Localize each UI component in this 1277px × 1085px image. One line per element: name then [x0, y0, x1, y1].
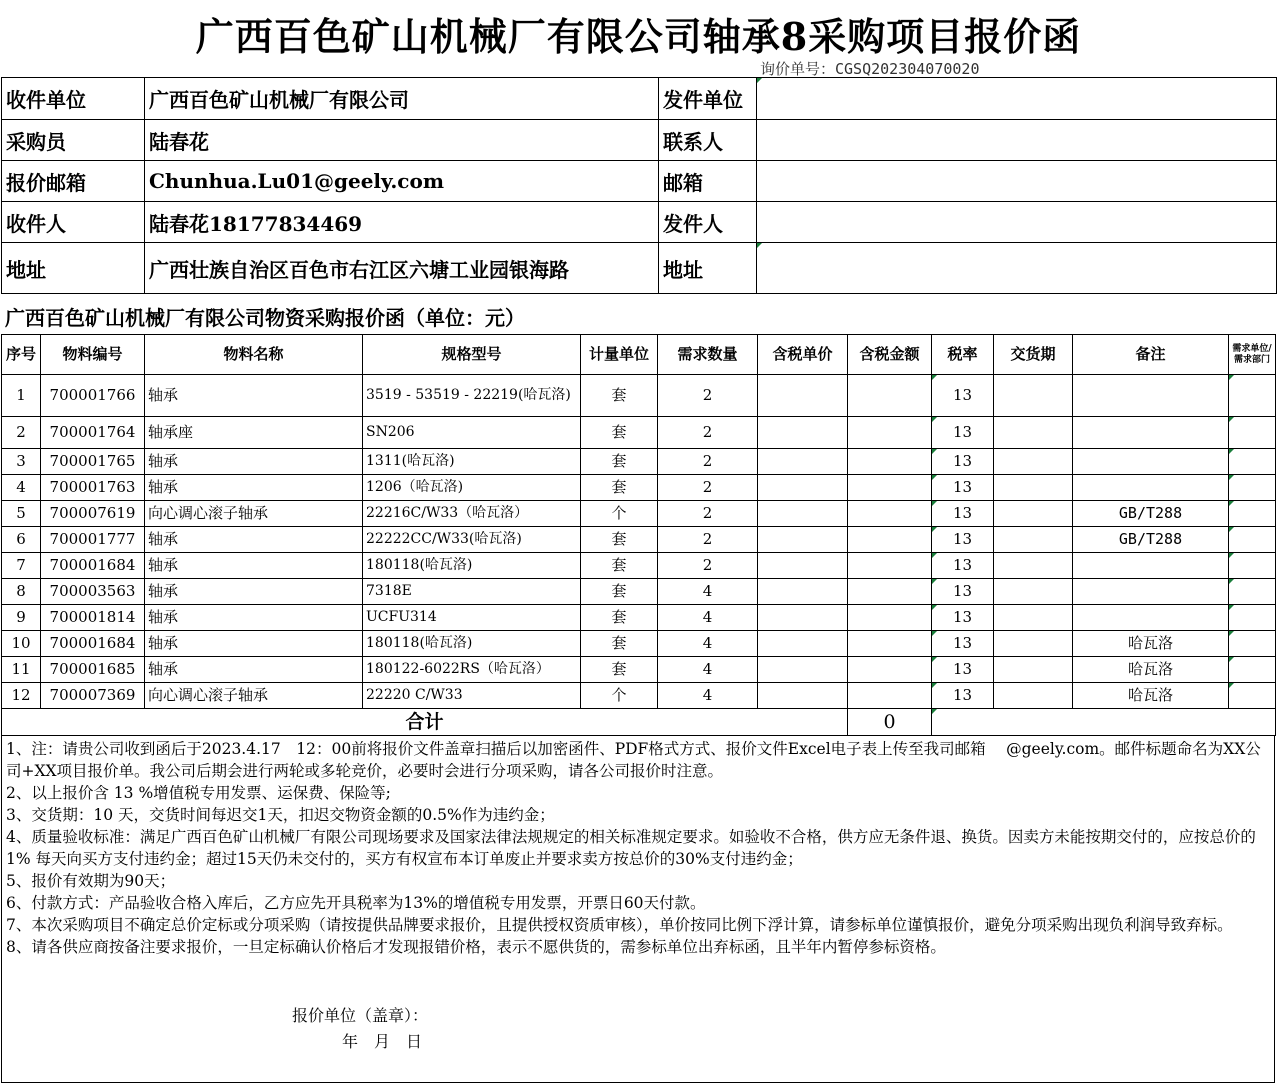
material-code: 700001685: [41, 657, 145, 683]
material-name: 轴承: [145, 631, 363, 657]
dept-cell[interactable]: [1229, 417, 1276, 449]
amount-cell[interactable]: [848, 527, 932, 553]
info-label: 发件单位: [659, 78, 757, 120]
delivery-cell[interactable]: [994, 527, 1073, 553]
info-label: 邮箱: [659, 161, 757, 202]
material-code: 700001814: [41, 605, 145, 631]
info-value[interactable]: 广西壮族自治区百色市右江区六塘工业园银海路: [145, 243, 659, 294]
info-value[interactable]: [757, 78, 1277, 120]
amount-cell[interactable]: [848, 375, 932, 417]
delivery-cell[interactable]: [994, 631, 1073, 657]
dept-cell[interactable]: [1229, 475, 1276, 501]
note-item: 7、本次采购项目不确定总价定标或分项采购（请按提供品牌要求报价，且提供授权资质审核），单价按同比例下浮计算，请参标单位谨慎报价，避免分项采购出现负利润导致弃标。: [6, 916, 1233, 934]
unit: 套: [581, 657, 658, 683]
dept-cell[interactable]: [1229, 631, 1276, 657]
remark: 哈瓦洛: [1073, 683, 1229, 709]
spec-model: 3519 - 53519 - 22219(哈瓦洛): [363, 375, 581, 417]
material-code: 700003563: [41, 579, 145, 605]
unit: 套: [581, 631, 658, 657]
row-number: 5: [2, 501, 41, 527]
dept-cell[interactable]: [1229, 579, 1276, 605]
table-row: [2, 417, 1276, 449]
tax-rate: 13: [932, 501, 994, 527]
spec-model: 22222CC/W33(哈瓦洛): [363, 527, 581, 553]
info-row: [2, 78, 1277, 120]
quantity: 4: [658, 631, 758, 657]
row-number: 3: [2, 449, 41, 475]
material-code: 700007619: [41, 501, 145, 527]
info-label: 联系人: [659, 120, 757, 161]
material-code: 700001777: [41, 527, 145, 553]
info-label: 收件人: [2, 202, 145, 243]
info-label: 地址: [659, 243, 757, 294]
remark: [1073, 553, 1229, 579]
unit-price-cell[interactable]: [758, 475, 848, 501]
info-row: [2, 202, 1277, 243]
remark: [1073, 475, 1229, 501]
info-row: [2, 243, 1277, 294]
unit: 套: [581, 475, 658, 501]
quantity: 2: [658, 375, 758, 417]
delivery-cell[interactable]: [994, 475, 1073, 501]
amount-cell[interactable]: [848, 553, 932, 579]
material-name: 轴承: [145, 527, 363, 553]
material-name: 向心调心滚子轴承: [145, 683, 363, 709]
tax-rate: 13: [932, 449, 994, 475]
note-item: 1、注：请贵公司收到函后于2023.4.17 12：00前将报价文件盖章扫描后以加密函件、PDF格式方式、报价文件Excel电子表上传至我司邮箱 @geely.com。邮件标题命名为XX公司+XX项目报价单。我公司后期会进行两轮或多轮竞价，必要时会进行分项采购，请各公司报价时注意。: [6, 740, 1261, 780]
unit: 套: [581, 375, 658, 417]
info-label: 发件人: [659, 202, 757, 243]
tax-rate: 13: [932, 475, 994, 501]
spec-model: 180118(哈瓦洛): [363, 631, 581, 657]
info-value[interactable]: 广西百色矿山机械厂有限公司: [145, 78, 659, 120]
quantity: 4: [658, 657, 758, 683]
spec-model: SN206: [363, 417, 581, 449]
table-row: [2, 553, 1276, 579]
row-number: 1: [2, 375, 41, 417]
note-item: 2、以上报价含 13 %增值税专用发票、运保费、保险等;: [6, 784, 391, 802]
quantity: 2: [658, 417, 758, 449]
table-row: [2, 475, 1276, 501]
dept-cell[interactable]: [1229, 553, 1276, 579]
delivery-cell[interactable]: [994, 683, 1073, 709]
material-code: 700007369: [41, 683, 145, 709]
header-cell: 含税金额: [848, 335, 932, 375]
table-row: [2, 527, 1276, 553]
unit-price-cell[interactable]: [758, 683, 848, 709]
table-row: [2, 449, 1276, 475]
table-row: [2, 605, 1276, 631]
unit: 个: [581, 501, 658, 527]
delivery-cell[interactable]: [994, 579, 1073, 605]
material-name: 轴承: [145, 657, 363, 683]
quantity: 4: [658, 579, 758, 605]
info-label: 地址: [2, 243, 145, 294]
header-cell: 备注: [1073, 335, 1229, 375]
tax-rate: 13: [932, 417, 994, 449]
delivery-cell[interactable]: [994, 553, 1073, 579]
document-title: 广西百色矿山机械厂有限公司轴承8采购项目报价函: [195, 14, 1082, 59]
quantity: 2: [658, 501, 758, 527]
row-number: 4: [2, 475, 41, 501]
spec-model: 7318E: [363, 579, 581, 605]
material-name: 轴承: [145, 475, 363, 501]
signature-label: 报价单位（盖章）：: [292, 1006, 429, 1025]
unit-price-cell[interactable]: [758, 605, 848, 631]
dept-cell[interactable]: [1229, 501, 1276, 527]
dept-cell[interactable]: [1229, 449, 1276, 475]
remark: [1073, 579, 1229, 605]
table-header-row: [2, 335, 1276, 375]
note-item: 4、质量验收标准：满足广西百色矿山机械厂有限公司现场要求及国家法律法规规定的相关标准规定要求。如验收不合格，供方应无条件退、换货。因卖方未能按期交付的，应按总价的1% 每天向买方支付违约金；超过15天仍未交付的，买方有权宣布本订单废止并要求卖方按总价的30%支付违约金；: [6, 828, 1256, 868]
remark: [1073, 375, 1229, 417]
spec-model: 22220 C/W33: [363, 683, 581, 709]
amount-cell[interactable]: [848, 657, 932, 683]
amount-cell[interactable]: [848, 683, 932, 709]
info-value[interactable]: 陆春花18177834469: [145, 202, 659, 243]
tax-rate: 13: [932, 605, 994, 631]
unit-price-cell[interactable]: [758, 501, 848, 527]
unit: 套: [581, 449, 658, 475]
header-cell: 含税单价: [758, 335, 848, 375]
total-label: 合计: [2, 709, 848, 736]
table-row: [2, 631, 1276, 657]
tax-rate: 13: [932, 657, 994, 683]
note-item: 8、请各供应商按备注要求报价，一旦定标确认价格后才发现报错价格，表示不愿供货的，需参标单位出弃标函，且半年内暂停参标资格。: [6, 938, 946, 956]
remark: 哈瓦洛: [1073, 631, 1229, 657]
dept-cell[interactable]: [1229, 657, 1276, 683]
material-code: 700001684: [41, 553, 145, 579]
material-code: 700001684: [41, 631, 145, 657]
total-row: [2, 709, 1276, 736]
unit: 个: [581, 683, 658, 709]
unit-price-cell[interactable]: [758, 579, 848, 605]
header-cell: 规格型号: [363, 335, 581, 375]
remark: [1073, 605, 1229, 631]
quantity: 4: [658, 683, 758, 709]
info-value[interactable]: [757, 120, 1277, 161]
amount-cell[interactable]: [848, 631, 932, 657]
amount-cell[interactable]: [848, 605, 932, 631]
unit: 套: [581, 417, 658, 449]
amount-cell[interactable]: [848, 579, 932, 605]
info-table: [1, 77, 1277, 294]
material-name: 轴承: [145, 375, 363, 417]
delivery-cell[interactable]: [994, 605, 1073, 631]
spec-model: 180118(哈瓦洛): [363, 553, 581, 579]
note-item: 6、付款方式：产品验收合格入库后，乙方应先开具税率为13%的增值税专用发票，开票日60天付款。: [6, 894, 706, 912]
info-value[interactable]: 陆春花: [145, 120, 659, 161]
spec-model: 1311(哈瓦洛): [363, 449, 581, 475]
material-name: 轴承: [145, 605, 363, 631]
table-row: [2, 657, 1276, 683]
unit-price-cell[interactable]: [758, 417, 848, 449]
table-row: [2, 683, 1276, 709]
spec-model: 180122-6022RS（哈瓦洛）: [363, 657, 581, 683]
info-row: [2, 161, 1277, 202]
info-value[interactable]: [757, 202, 1277, 243]
unit: 套: [581, 527, 658, 553]
row-number: 7: [2, 553, 41, 579]
row-number: 11: [2, 657, 41, 683]
amount-cell[interactable]: [848, 501, 932, 527]
info-value[interactable]: [757, 243, 1277, 294]
remark: [1073, 417, 1229, 449]
info-row: [2, 120, 1277, 161]
info-label: 采购员: [2, 120, 145, 161]
section-title: 广西百色矿山机械厂有限公司物资采购报价函（单位：元）: [5, 306, 525, 330]
signature-block: [292, 1003, 428, 1055]
header-cell: 需求单位/需求部门: [1229, 335, 1276, 375]
row-number: 2: [2, 417, 41, 449]
info-label: 报价邮箱: [2, 161, 145, 202]
info-value[interactable]: Chunhua.Lu01@geely.com: [145, 161, 659, 202]
remark: GB/T288: [1073, 501, 1229, 527]
amount-cell[interactable]: [848, 449, 932, 475]
quantity: 2: [658, 475, 758, 501]
header-cell: 税率: [932, 335, 994, 375]
material-code: 700001766: [41, 375, 145, 417]
items-table: [1, 334, 1276, 736]
unit-price-cell[interactable]: [758, 375, 848, 417]
dept-cell[interactable]: [1229, 605, 1276, 631]
material-name: 轴承: [145, 449, 363, 475]
delivery-cell[interactable]: [994, 375, 1073, 417]
spec-model: 22216C/W33（哈瓦洛）: [363, 501, 581, 527]
info-value[interactable]: [757, 161, 1277, 202]
unit: 套: [581, 553, 658, 579]
dept-cell[interactable]: [1229, 683, 1276, 709]
unit-price-cell[interactable]: [758, 553, 848, 579]
delivery-cell[interactable]: [994, 501, 1073, 527]
amount-cell[interactable]: [848, 417, 932, 449]
spec-model: UCFU314: [363, 605, 581, 631]
material-name: 轴承: [145, 579, 363, 605]
total-value: 0: [848, 709, 932, 736]
info-label: 收件单位: [2, 78, 145, 120]
tax-rate: 13: [932, 553, 994, 579]
row-number: 12: [2, 683, 41, 709]
delivery-cell[interactable]: [994, 417, 1073, 449]
note-item: 5、报价有效期为90天；: [6, 872, 176, 890]
tax-rate: 13: [932, 683, 994, 709]
material-name: 轴承座: [145, 417, 363, 449]
notes-section: [1, 736, 1275, 1083]
remark: 哈瓦洛: [1073, 657, 1229, 683]
delivery-cell[interactable]: [994, 657, 1073, 683]
unit-price-cell[interactable]: [758, 449, 848, 475]
header-cell: 物料名称: [145, 335, 363, 375]
tax-rate: 13: [932, 631, 994, 657]
amount-cell[interactable]: [848, 475, 932, 501]
header-cell: 需求数量: [658, 335, 758, 375]
quantity: 2: [658, 553, 758, 579]
dept-cell[interactable]: [1229, 527, 1276, 553]
material-code: 700001765: [41, 449, 145, 475]
remark: GB/T288: [1073, 527, 1229, 553]
header-cell: 物料编号: [41, 335, 145, 375]
tax-rate: 13: [932, 527, 994, 553]
material-name: 轴承: [145, 553, 363, 579]
material-code: 700001764: [41, 417, 145, 449]
dept-cell[interactable]: [1229, 375, 1276, 417]
header-cell: 计量单位: [581, 335, 658, 375]
total-blank: [932, 709, 1276, 736]
note-item: 3、交货期：10 天，交货时间每迟交1天，扣迟交物资金额的0.5%作为违约金；: [6, 806, 555, 824]
table-row: [2, 579, 1276, 605]
inquiry-number: 询价单号：CGSQ202304070020: [760, 60, 980, 78]
unit-price-cell[interactable]: [758, 631, 848, 657]
unit-price-cell[interactable]: [758, 657, 848, 683]
material-name: 向心调心滚子轴承: [145, 501, 363, 527]
header-cell: 序号: [2, 335, 41, 375]
table-row: [2, 375, 1276, 417]
row-number: 8: [2, 579, 41, 605]
spec-model: 1206（哈瓦洛): [363, 475, 581, 501]
delivery-cell[interactable]: [994, 449, 1073, 475]
signature-date: 年 月 日: [342, 1032, 423, 1051]
material-code: 700001763: [41, 475, 145, 501]
table-row: [2, 501, 1276, 527]
unit: 套: [581, 605, 658, 631]
remark: [1073, 449, 1229, 475]
quantity: 2: [658, 449, 758, 475]
tax-rate: 13: [932, 579, 994, 605]
row-number: 6: [2, 527, 41, 553]
header-cell: 交货期: [994, 335, 1073, 375]
unit-price-cell[interactable]: [758, 527, 848, 553]
tax-rate: 13: [932, 375, 994, 417]
quantity: 2: [658, 527, 758, 553]
row-number: 9: [2, 605, 41, 631]
row-number: 10: [2, 631, 41, 657]
quantity: 4: [658, 605, 758, 631]
unit: 套: [581, 579, 658, 605]
